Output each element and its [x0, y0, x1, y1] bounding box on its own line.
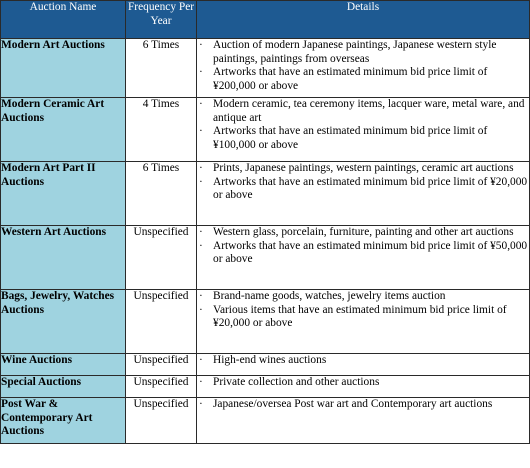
detail-item: · Private collection and other auctions — [197, 376, 529, 390]
details-list — [197, 162, 529, 203]
frequency-cell: 6 Times — [126, 162, 197, 226]
frequency-cell: 6 Times — [126, 39, 197, 98]
auction-name-cell: Western Art Auctions — [1, 226, 126, 290]
auction-name-cell: Special Auctions — [1, 376, 126, 398]
details-cell — [197, 98, 530, 162]
auction-name-cell: Wine Auctions — [1, 354, 126, 376]
detail-item: · Western glass, porcelain, furniture, painting and other art auctions — [197, 226, 529, 240]
frequency-cell: Unspecified — [126, 398, 197, 444]
details-list — [197, 354, 529, 368]
frequency-cell: Unspecified — [126, 226, 197, 290]
details-list — [197, 376, 529, 390]
detail-item: · Brand-name goods, watches, jewelry items auction — [197, 290, 529, 304]
details-list — [197, 290, 529, 331]
table-row — [1, 162, 530, 226]
detail-item: · Artworks that have an estimated minimum bid price limit of ¥200,000 or above — [197, 66, 529, 93]
details-cell — [197, 290, 530, 354]
details-list — [197, 98, 529, 152]
detail-item: · Japanese/oversea Post war art and Contemporary art auctions — [197, 398, 529, 412]
details-cell — [197, 39, 530, 98]
table-body — [1, 39, 530, 444]
details-cell — [197, 162, 530, 226]
auction-name-cell: Modern Ceramic Art Auctions — [1, 98, 126, 162]
header-auction-name: Auction Name — [1, 1, 126, 39]
header-frequency: Frequency Per Year — [126, 1, 197, 39]
table-row — [1, 354, 530, 376]
details-cell — [197, 398, 530, 444]
table-row — [1, 98, 530, 162]
frequency-cell: Unspecified — [126, 290, 197, 354]
table-row — [1, 290, 530, 354]
detail-item: · Various items that have an estimated minimum bid price limit of ¥20,000 or above — [197, 304, 529, 331]
details-list — [197, 226, 529, 267]
auction-name-cell: Modern Art Auctions — [1, 39, 126, 98]
auction-name-cell: Modern Art Part II Auctions — [1, 162, 126, 226]
header-details: Details — [197, 1, 530, 39]
details-list — [197, 398, 529, 412]
detail-item: · Artworks that have an estimated minimum bid price limit of ¥20,000 or above — [197, 176, 529, 203]
details-cell — [197, 354, 530, 376]
frequency-cell: Unspecified — [126, 354, 197, 376]
table-row — [1, 39, 530, 98]
table-row — [1, 398, 530, 444]
auction-name-cell: Post War & Contemporary Art Auctions — [1, 398, 126, 444]
header-row — [1, 1, 530, 39]
details-cell — [197, 226, 530, 290]
detail-item: · Artworks that have an estimated minimum bid price limit of ¥50,000 or above — [197, 240, 529, 267]
detail-item: · Artworks that have an estimated minimum bid price limit of ¥100,000 or above — [197, 125, 529, 152]
detail-item: · Modern ceramic, tea ceremony items, lacquer ware, metal ware, and antique art — [197, 98, 529, 125]
auction-name-cell: Bags, Jewelry, Watches Auctions — [1, 290, 126, 354]
frequency-cell: 4 Times — [126, 98, 197, 162]
details-list — [197, 39, 529, 93]
detail-item: · High-end wines auctions — [197, 354, 529, 368]
details-cell — [197, 376, 530, 398]
table-row — [1, 376, 530, 398]
detail-item: · Auction of modern Japanese paintings, Japanese western style paintings, paintings from overseas — [197, 39, 529, 66]
frequency-cell: Unspecified — [126, 376, 197, 398]
table-row — [1, 226, 530, 290]
table-header — [1, 1, 530, 39]
detail-item: · Prints, Japanese paintings, western paintings, ceramic art auctions — [197, 162, 529, 176]
